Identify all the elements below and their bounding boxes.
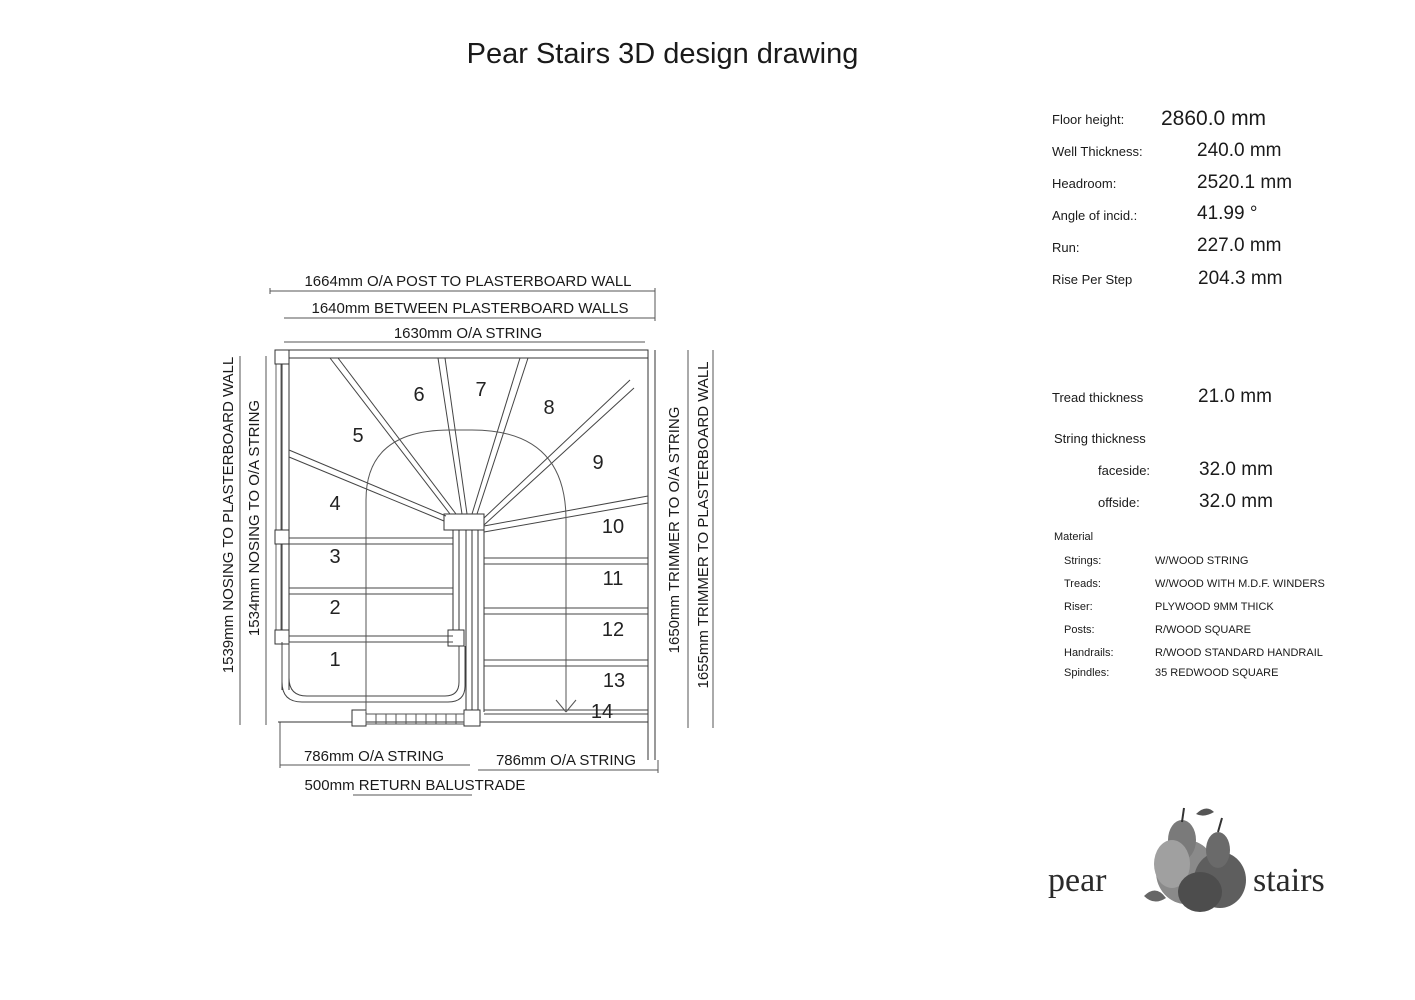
step-number: 14 xyxy=(590,701,614,723)
step-number: 4 xyxy=(329,493,341,515)
spec-label-headroom: Headroom: xyxy=(1052,176,1117,191)
page-title: Pear Stairs 3D design drawing xyxy=(466,38,859,70)
spec-label-well-thickness: Well Thickness: xyxy=(1052,144,1143,159)
step-number: 1 xyxy=(329,649,341,671)
faceside-value: 32.0 mm xyxy=(1199,459,1273,480)
material-label-handrails: Handrails: xyxy=(1064,647,1114,659)
material-value-posts: R/WOOD SQUARE xyxy=(1155,624,1251,636)
pear-stairs-logo xyxy=(1048,800,1348,930)
dim-top-1: 1664mm O/A POST TO PLASTERBOARD WALL xyxy=(304,273,632,290)
offside-value: 32.0 mm xyxy=(1199,491,1273,512)
step-number: 6 xyxy=(413,384,425,406)
spec-label-run: Run: xyxy=(1052,240,1080,255)
dim-left-1: 1539mm NOSING TO PLASTERBOARD WALL xyxy=(220,356,237,674)
step-number: 5 xyxy=(352,425,364,447)
spec-value-well-thickness: 240.0 mm xyxy=(1197,140,1282,161)
material-label-posts: Posts: xyxy=(1064,624,1095,636)
material-label-spindles: Spindles: xyxy=(1064,667,1110,679)
walkline xyxy=(366,430,576,712)
material-value-handrails: R/WOOD STANDARD HANDRAIL xyxy=(1155,647,1323,659)
step-number: 3 xyxy=(329,546,341,568)
dim-bottom-return: 500mm RETURN BALUSTRADE xyxy=(304,777,526,794)
tread-thickness-label: Tread thickness xyxy=(1052,390,1144,405)
dim-left-2: 1534mm NOSING TO O/A STRING xyxy=(246,399,263,637)
material-label-treads: Treads: xyxy=(1064,578,1101,590)
material-value-spindles: 35 REDWOOD SQUARE xyxy=(1155,667,1279,679)
offside-label: offside: xyxy=(1098,495,1140,510)
material-value-treads: W/WOOD WITH M.D.F. WINDERS xyxy=(1155,578,1325,590)
step-number: 12 xyxy=(601,619,625,641)
step-number: 2 xyxy=(329,597,341,619)
straight-treads-left xyxy=(282,538,465,702)
spec-label-rise: Rise Per Step xyxy=(1052,272,1133,287)
step-number: 10 xyxy=(601,516,625,538)
step-number: 8 xyxy=(543,397,555,419)
material-heading: Material xyxy=(1054,531,1094,543)
spec-value-rise: 204.3 mm xyxy=(1198,268,1283,289)
logo-word-pear: pear xyxy=(1048,862,1107,899)
step-numbers xyxy=(329,379,625,723)
spec-label-floor-height: Floor height: xyxy=(1052,112,1125,127)
pears-icon xyxy=(1136,800,1256,920)
spec-label-angle: Angle of incid.: xyxy=(1052,208,1138,223)
tread-thickness-value: 21.0 mm xyxy=(1198,386,1272,407)
faceside-label: faceside: xyxy=(1098,463,1151,478)
spec-value-run: 227.0 mm xyxy=(1197,235,1282,256)
dim-top-2: 1640mm BETWEEN PLASTERBOARD WALLS xyxy=(311,300,629,317)
spec-value-floor-height: 2860.0 mm xyxy=(1161,107,1267,130)
dim-right-1: 1650mm TRIMMER TO O/A STRING xyxy=(666,406,683,654)
material-value-strings: W/WOOD STRING xyxy=(1155,555,1249,567)
string-thickness-label: String thickness xyxy=(1054,431,1146,446)
dim-bottom-right: 786mm O/A STRING xyxy=(495,752,637,769)
step-number: 13 xyxy=(602,670,626,692)
material-label-strings: Strings: xyxy=(1064,555,1102,567)
material-value-riser: PLYWOOD 9MM THICK xyxy=(1155,601,1274,613)
step-number: 9 xyxy=(592,452,604,474)
dim-bottom-left: 786mm O/A STRING xyxy=(303,748,445,765)
step-number: 11 xyxy=(602,568,624,590)
winder-treads xyxy=(289,358,648,532)
material-label-riser: Riser: xyxy=(1064,601,1093,613)
logo-word-stairs: stairs xyxy=(1253,862,1325,899)
spec-value-headroom: 2520.1 mm xyxy=(1197,172,1293,193)
dim-top-3: 1630mm O/A STRING xyxy=(393,325,543,342)
step-number: 7 xyxy=(475,379,487,401)
dim-right-2: 1655mm TRIMMER TO PLASTERBOARD WALL xyxy=(695,361,712,689)
spec-value-angle: 41.99 ° xyxy=(1197,203,1258,224)
